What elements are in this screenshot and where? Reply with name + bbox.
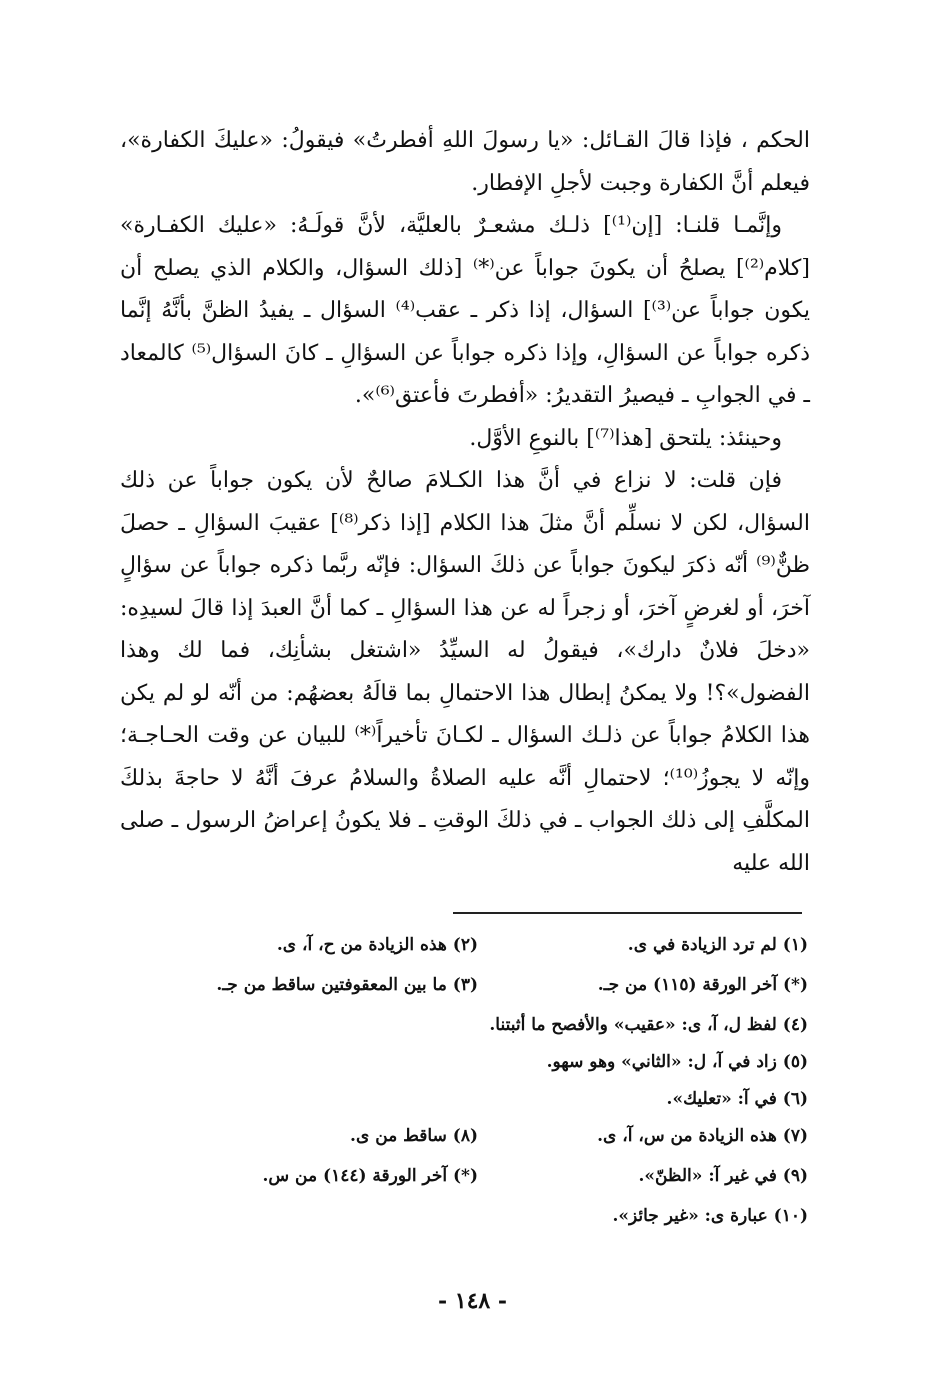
footnote-9: (٩) في غير آ: «الظنّ».	[638, 1166, 808, 1186]
footnote-row	[140, 965, 808, 1005]
footnote-row	[140, 1005, 808, 1042]
footnote-row	[140, 925, 808, 965]
footnote-2: (٢) هذه الزيادة من ح، آ، ى.	[276, 935, 478, 955]
footnote-row	[140, 1196, 808, 1233]
footnote-10: (١٠) عبارة ى: «غير جائز».	[612, 1206, 808, 1226]
footnote-separator	[453, 912, 802, 914]
paragraph-2: وإنَّمـا قلنـا: [إن⁽¹⁾] ذلـك مشعـرٌ بالعليَّة، لأنَّ قولَـهُ: «عليك الكفـارة» [كلام⁽²⁾] يصلحُ أن يكونَ جواباً عن⁽*⁾ [ذلك السؤال، والكلام الذي يصلح أن يكون جواباً عن⁽³⁾] السؤال، إذا ذكر ـ عقب⁽⁴⁾ السؤال ـ يفيدُ الظنَّ بأنَّهُ إنَّما ذكره جواباً عن السؤالِ، وإذا ذكره جواباً عن السؤالِ ـ كانَ السؤال⁽⁵⁾ كالمعاد ـ في الجوابِ ـ فيصيرُ التقديرُ: «أفطرتَ فأعتق⁽⁶⁾».	[120, 213, 810, 408]
footnote-1: (١) لم ترد الزيادة في ى.	[627, 935, 808, 955]
footnote-row	[140, 1116, 808, 1156]
footnote-star-2: (*) آخر الورقة (١٤٤) من س.	[262, 1166, 478, 1186]
footnote-8: (٨) ساقط من ى.	[350, 1126, 478, 1146]
page-number: - ١٤٨ -	[437, 1288, 508, 1314]
paragraph-1: الحكم ، فإذا قالَ القـائل: «يا رسولَ اللهِ أفطرتُ» فيقولُ: «عليكَ الكفارة»، فيعلم أنَّ الكفارة وجبت لأجلِ الإفطار.	[120, 128, 810, 196]
main-text	[120, 120, 810, 885]
footnote-star-1: (*) آخر الورقة (١١٥) من جـ.	[597, 975, 808, 995]
footnote-row	[140, 1156, 808, 1196]
footnote-4: (٤) لفظ ل، آ، ى: «عقيب» والأفصح ما أثبتنا.	[489, 1015, 808, 1035]
footnotes	[140, 925, 808, 1233]
footnote-5: (٥) زاد في آ، ل: «الثاني» وهو سهو.	[546, 1052, 808, 1072]
footnote-7: (٧) هذه الزيادة من س، آ، ى.	[597, 1126, 808, 1146]
footnote-row	[140, 1042, 808, 1079]
footnote-row	[140, 1079, 808, 1116]
footnote-6: (٦) في آ: «تعليك».	[666, 1089, 808, 1109]
footnote-3: (٣) ما بين المعقوفتين ساقط من جـ.	[216, 975, 478, 995]
paragraph-3: وحينئذ: يلتحق [هذا⁽⁷⁾] بالنوعِ الأوَّل.	[469, 425, 782, 451]
paragraph-4: فإن قلت: لا نزاع في أنَّ هذا الكـلامَ صالحٌ لأن يكون جواباً عن ذلك السؤال، لكن لا نسلِّم أنَّ مثلَ هذا الكلام [إذا ذكر⁽⁸⁾] عقيبَ السؤالِ ـ حصلَ ظنٌّ⁽⁹⁾ أنّه ذكرَ ليكونَ جواباً عن ذلكَ السؤال: فإنّه ربَّما ذكره جواباً عن سؤالٍ آخرَ، أو لغرضٍ آخرَ، أو زجراً له عن هذا السؤالِ ـ كما أنَّ العبدَ إذا قالَ لسيدِه: «دخلَ فلانٌ دارك»، فيقولُ له السيِّدُ «اشتغل بشأنِك، فما لك وهذا الفضول»؟! ولا يمكنُ إبطال هذا الاحتمالِ بما قالَهُ بعضهُم: من أنّه لو لم يكن هذا الكلامُ جواباً عن ذلـك السؤال ـ لكـانَ تأخيراً⁽*⁾ للبيان عن وقت الحـاجـة؛ وإنّه لا يجوزُ⁽¹⁰⁾؛ لاحتمالِ أنَّه عليه الصلاةُ والسلامُ عرفَ أنَّهُ لا حاجةَ بذلكَ المكلَّفِ إلى ذلك الجواب ـ في ذلكَ الوقتِ ـ فلا يكونُ إعراضُ الرسول ـ صلى الله عليه	[120, 468, 810, 876]
